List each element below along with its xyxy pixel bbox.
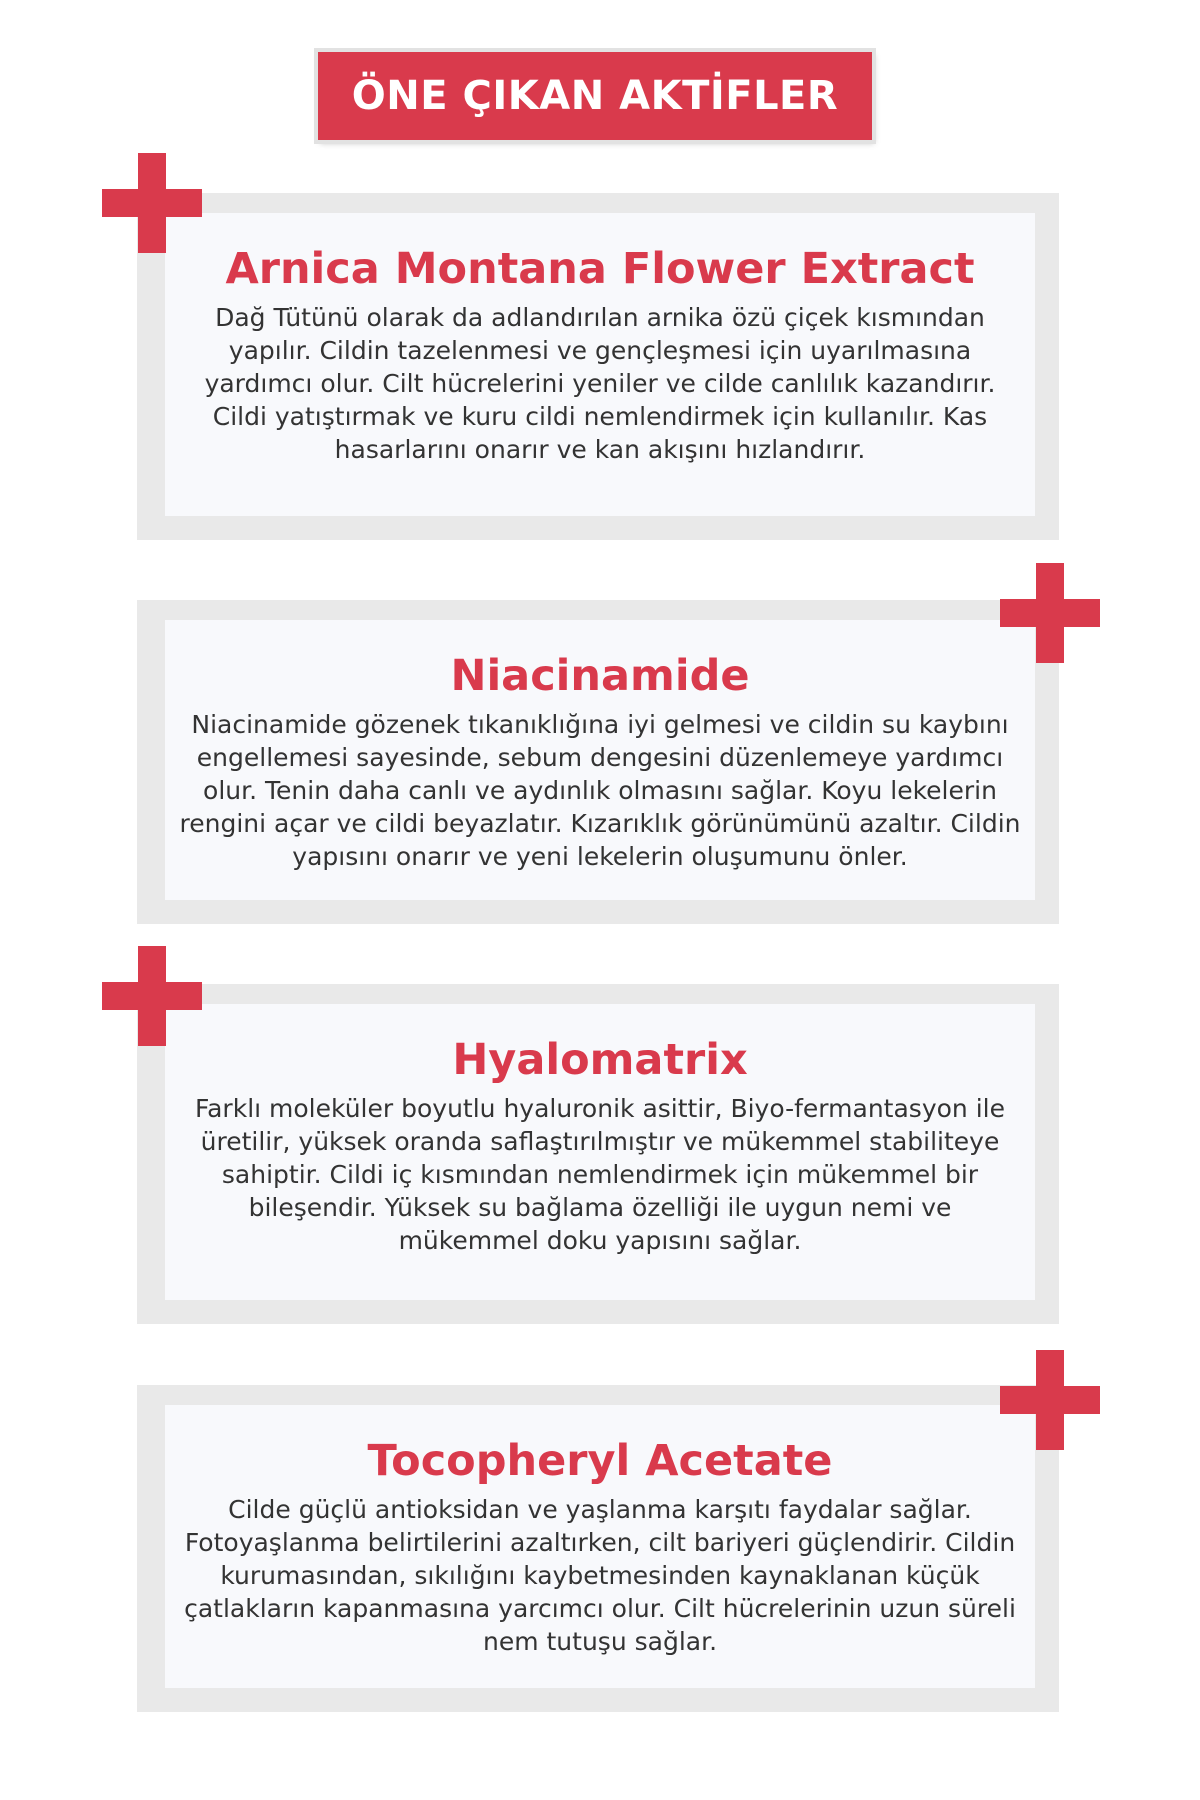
- card-description: Niacinamide gözenek tıkanıklığına iyi gelmesi ve cildin su kaybını engellemesi sayesinde, sebum dengesini düzenlemeye yardımcı olur. Tenin daha canlı ve aydınlık olmasını sağlar. Koyu lekelerin rengini açar ve cildi beyazlatır. Kızarıklık görünümünü azaltır. Cildin yapısını onarır ve yeni lekelerin oluşumunu önler.: [179, 710, 1021, 871]
- active-card-arnica: [137, 193, 1059, 540]
- page-title: ÖNE ÇIKAN AKTİFLER: [351, 73, 839, 119]
- page-title-banner: [318, 52, 872, 140]
- card-description: Dağ Tütünü olarak da adlandırılan arnika özü çiçek kısmından yapılır. Cildin tazelenmesi ve gençleşmesi için uyarılmasına yardımcı olur. Cilt hücrelerini yeniler ve cilde canlılık kazandırır. Cildi yatıştırmak ve kuru cildi nemlendirmek için kullanılır. Kas hasarlarını onarır ve kan akışını hızlandırır.: [204, 303, 996, 464]
- card-content: [165, 620, 1035, 900]
- active-card-niacinamide: [137, 600, 1059, 924]
- active-card-hyalomatrix: [137, 984, 1059, 1324]
- card-title: Hyalomatrix: [452, 1035, 748, 1085]
- card-description: Cilde güçlü antioksidan ve yaşlanma karşıtı faydalar sağlar. Fotoyaşlanma belirtilerini azaltırken, cilt bariyeri güçlendirir. Cildin kurumasından, sıkılığını kaybetmesinden kaynaklanan küçük çatlakların kapanmasına yarcımcı olur. Cilt hücrelerinin uzun süreli nem tutuşu sağlar.: [184, 1495, 1016, 1656]
- plus-icon: [1000, 1350, 1100, 1450]
- plus-icon: [102, 946, 202, 1046]
- card-content: [165, 1405, 1035, 1688]
- card-title: Tocopheryl Acetate: [367, 1436, 833, 1486]
- plus-icon: [1000, 563, 1100, 663]
- plus-icon: [102, 153, 202, 253]
- card-title: Arnica Montana Flower Extract: [225, 244, 975, 294]
- card-content: [165, 213, 1035, 516]
- card-description: Farklı moleküler boyutlu hyaluronik asittir, Biyo-fermantasyon ile üretilir, yüksek oranda saflaştırılmıştır ve mükemmel stabiliteye sahiptir. Cildi iç kısmından nemlendirmek için mükemmel bir bileşendir. Yüksek su bağlama özelliği ile uygun nemi ve mükemmel doku yapısını sağlar.: [195, 1094, 1005, 1255]
- active-card-tocopheryl: [137, 1385, 1059, 1712]
- card-title: Niacinamide: [450, 651, 750, 701]
- card-content: [165, 1004, 1035, 1300]
